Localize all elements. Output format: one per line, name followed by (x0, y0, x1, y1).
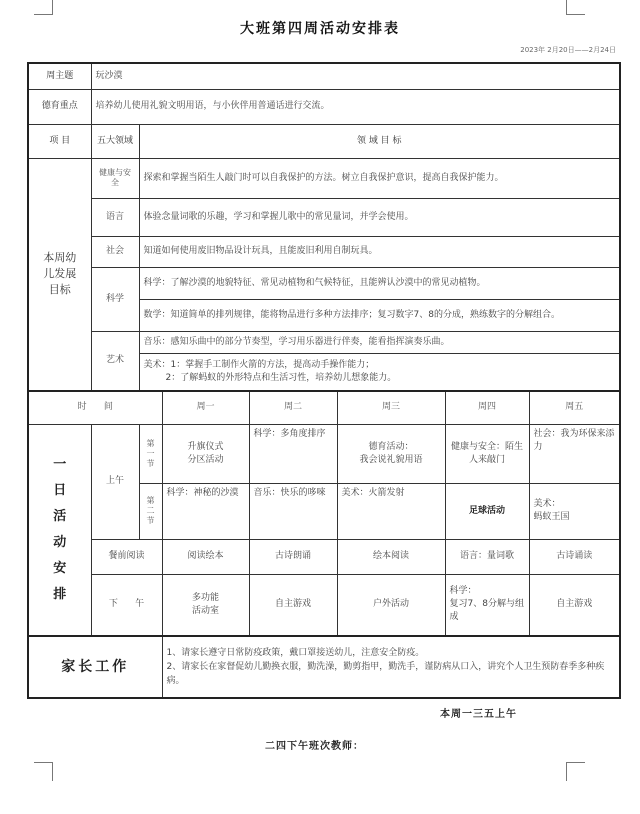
domains-label: 五大领域 (91, 124, 139, 158)
goal-row-art-1 (28, 331, 620, 353)
period2-label: 第二节 (139, 483, 162, 539)
goal-health: 探索和掌握当陌生人敲门时可以自我保护的方法。树立自我保护意识，提高自我保护能力。 (139, 158, 620, 198)
fri-afternoon: 自主游戏 (529, 574, 620, 636)
crop-mark-top-left (34, 0, 53, 15)
header-row (28, 124, 620, 158)
domain-art: 艺术 (91, 331, 139, 391)
wed-afternoon: 户外活动 (337, 574, 445, 636)
schedule-header-row (28, 391, 620, 424)
domain-language: 语言 (91, 198, 139, 236)
goal-art-2: 2：了解蚂蚁的外形特点和生活习性，培养幼儿想象能力。 (165, 372, 397, 383)
footer-teacher-note: 二四下午班次教师： (265, 741, 364, 752)
mon-reading: 阅读绘本 (162, 539, 249, 574)
tue-period2: 音乐：快乐的哆唻 (249, 483, 337, 539)
thu-period2: 足球活动 (445, 483, 529, 539)
goal-art-1: 美术：1：掌握手工制作火箭的方法，提高动手操作能力； (143, 359, 375, 370)
domain-science: 科学 (91, 267, 139, 331)
overview-table (27, 62, 621, 392)
fri-period2: 美术： 蚂蚁王国 (529, 483, 620, 539)
parent-work-line-1: 1、请家长遵守日常防疫政策，戴口罩接送幼儿，注意安全防疫。 (166, 648, 425, 658)
page-title: 大班第四周活动安排表 (240, 21, 400, 37)
goal-science: 科学：了解沙漠的地貌特征、常见动植物和气候特征，且能辨认沙漠中的常见动植物。 (139, 267, 620, 299)
thu-reading: 语言：量词歌 (445, 539, 529, 574)
goal-language: 体验念量词歌的乐趣，学习和掌握儿歌中的常见量词，并学会使用。 (139, 198, 620, 236)
goals-section-label: 本周幼儿发展目标 (28, 158, 91, 391)
parent-work-label: 家长工作 (28, 636, 162, 698)
tue-afternoon: 自主游戏 (249, 574, 337, 636)
domain-social: 社会 (91, 236, 139, 267)
focus-label: 德育重点 (28, 89, 91, 124)
day-wed: 周三 (337, 391, 445, 424)
reading-row (28, 539, 620, 574)
period1-row (28, 424, 620, 483)
item-label: 项 目 (28, 124, 91, 158)
afternoon-label: 下 午 (91, 574, 162, 636)
focus-value: 培养幼儿使用礼貌文明用语，与小伙伴用普通话进行交流。 (91, 89, 620, 124)
parent-work-row (28, 636, 620, 698)
footer-morning-note: 本周一三五上午 (440, 709, 517, 720)
crop-mark-bottom-right (566, 762, 585, 781)
afternoon-row (28, 574, 620, 636)
parent-work-line-2: 2、请家长在家督促幼儿勤换衣服，勤洗澡，勤剪指甲，勤洗手，谨防病从口入，讲究个人卫生预防春季多种疾病。 (166, 662, 605, 686)
crop-mark-top-right (566, 0, 585, 15)
mon-period2: 科学：神秘的沙漠 (162, 483, 249, 539)
tue-period1: 科学：多角度排序 (249, 424, 337, 483)
wed-reading: 绘本阅读 (337, 539, 445, 574)
period1-label: 第一节 (139, 424, 162, 483)
day-thu: 周四 (445, 391, 529, 424)
theme-label: 周主题 (28, 63, 91, 89)
crop-mark-bottom-left (34, 762, 53, 781)
theme-value: 玩沙漠 (91, 63, 620, 89)
day-mon: 周一 (162, 391, 249, 424)
reading-label: 餐前阅读 (91, 539, 162, 574)
morning-label: 上午 (91, 424, 139, 539)
fri-reading: 古诗诵读 (529, 539, 620, 574)
thu-afternoon: 科学： 复习7、8分解与组成 (445, 574, 529, 636)
time-label: 时 间 (28, 391, 162, 424)
goals-label: 领 域 目 标 (139, 124, 620, 158)
day-fri: 周五 (529, 391, 620, 424)
theme-row (28, 63, 620, 89)
domain-health: 健康与安全 (91, 158, 139, 198)
thu-period1: 健康与安全：陌生人来敲门 (445, 424, 529, 483)
schedule-table (27, 390, 621, 637)
mon-period1: 升旗仪式 分区活动 (162, 424, 249, 483)
goal-row-health (28, 158, 620, 198)
goal-row-social (28, 236, 620, 267)
focus-row (28, 89, 620, 124)
goal-row-language (28, 198, 620, 236)
goal-music: 音乐：感知乐曲中的部分节奏型，学习用乐器进行伴奏，能看指挥演奏乐曲。 (139, 331, 620, 353)
goal-art-cell (139, 353, 620, 391)
day-tue: 周二 (249, 391, 337, 424)
date-range: 2023年 2月20日——2月24日 (520, 46, 616, 54)
tue-reading: 古诗朗诵 (249, 539, 337, 574)
wed-period2: 美术：火箭发射 (337, 483, 445, 539)
fri-period1: 社会：我为环保来添力 (529, 424, 620, 483)
wed-period1: 德育活动： 我会说礼貌用语 (337, 424, 445, 483)
mon-afternoon: 多功能 活动室 (162, 574, 249, 636)
parent-work-table (27, 635, 621, 699)
goal-social: 知道如何使用废旧物品设计玩具，且能废旧利用自制玩具。 (139, 236, 620, 267)
schedule-section-label: 一日活动安排 (28, 424, 91, 636)
parent-work-cell (162, 636, 620, 698)
goal-row-science-1 (28, 267, 620, 299)
goal-math: 数学：知道简单的排列规律，能将物品进行多种方法排序；复习数字7、8的分成，熟练数字的分解组合。 (139, 299, 620, 331)
